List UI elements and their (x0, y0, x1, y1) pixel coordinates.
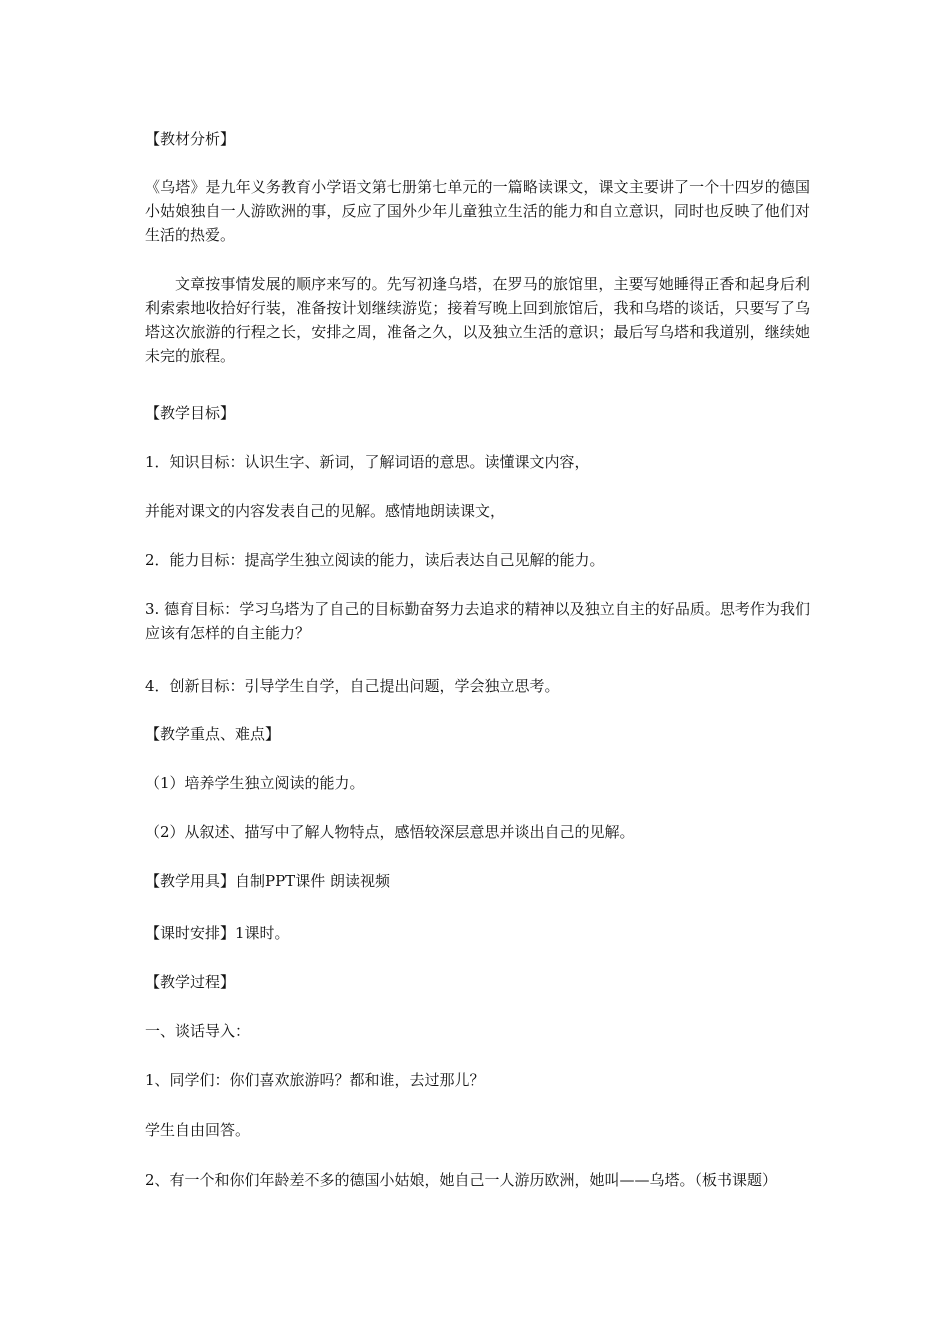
paragraph-article-structure: 文章按事情发展的顺序来写的。先写初逢乌塔，在罗马的旅馆里，主要写她睡得正香和起身后利利索索地收拾好行装，准备按计划继续游览；接着写晚上回到旅馆后，我和乌塔的谈话，只要写了乌塔这次旅游的行程之长，安排之周，准备之久，以及独立生活的意识；最后写乌塔和我道别，继续她未完的旅程。 (145, 275, 810, 365)
process-step-2: 2、有一个和你们年龄差不多的德国小姑娘，她自己一人游历欧洲，她叫——乌塔。（板书课题） (145, 1171, 778, 1189)
process-step-1: 1、同学们：你们喜欢旅游吗？都和谁，去过那儿？ (145, 1071, 485, 1089)
student-answer-note: 学生自由回答。 (145, 1121, 251, 1139)
goal-knowledge-continued: 并能对课文的内容发表自己的见解。感情地朗读课文， (145, 502, 506, 520)
goal-ability: 2．能力目标：提高学生独立阅读的能力，读后表达自己见解的能力。 (145, 551, 605, 569)
paragraph-textbook-intro: 《乌塔》是九年义务教育小学语文第七册第七单元的一篇略读课文，课文主要讲了一个十四岁的德国小姑娘独自一人游欧洲的事，反应了国外少年儿童独立生活的能力和自立意识，同时也反映了他们对生活的热爱。 (145, 178, 810, 244)
goal-moral: 3. 德育目标：学习乌塔为了自己的目标勤奋努力去追求的精神以及独立自主的好品质。思考作为我们应该有怎样的自主能力？ (145, 600, 810, 642)
section-intro-talk: 一、谈话导入： (145, 1022, 251, 1040)
heading-key-points: 【教学重点、难点】 (145, 725, 281, 743)
goal-innovation: 4．创新目标：引导学生自学，自己提出问题，学会独立思考。 (145, 677, 560, 695)
class-schedule: 【课时安排】1课时。 (145, 924, 290, 942)
key-point-2: （2）从叙述、描写中了解人物特点，感悟较深层意思并谈出自己的见解。 (145, 823, 635, 841)
heading-teaching-process: 【教学过程】 (145, 973, 236, 991)
heading-teaching-goals: 【教学目标】 (145, 404, 236, 422)
teaching-tools: 【教学用具】自制PPT课件 朗读视频 (145, 872, 390, 890)
goal-knowledge: 1．知识目标：认识生字、新词，了解词语的意思。读懂课文内容， (145, 453, 590, 471)
heading-textbook-analysis: 【教材分析】 (145, 130, 236, 148)
key-point-1: （1）培养学生独立阅读的能力。 (145, 774, 365, 792)
